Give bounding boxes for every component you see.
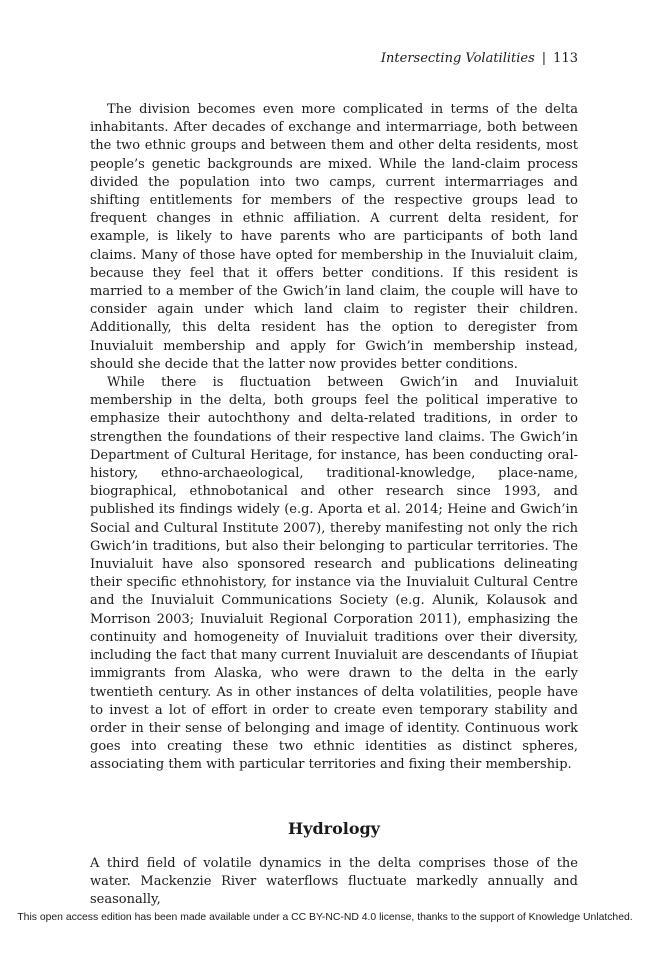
section-heading-hydrology: Hydrology (288, 819, 380, 838)
running-head (0, 50, 578, 68)
paragraph-ethnic-traditions: While there is fluctuation between Gwich’in and Inuvialuit membership in the delta, both groups feel the political imperative to emphasize their autochthony and delta-related traditions, in order to strengthen the foundations of their respective land claims. The Gwich’in Department of Cultural Heritage, for instance, has been conducting oral-history, ethno-archaeological, traditional-knowledge, place-name, biographical, ethnobotanical and other research since 1993, and published its findings widely (e.g. Aporta et al. 2014; Heine and Gwich’in Social and Cultural Institute 2007), thereby manifesting not only the rich Gwich’in traditions, but also their belonging to particular territories. The Inuvialuit have also sponsored research and publications delineating their specific ethnohistory, for instance via the Inuvialuit Cultural Centre and the Inuvialuit Communications Society (e.g. Alunik, Kolausok and Morrison 2003; Inuvialuit Regional Corporation 2011), emphasizing the continuity and homogeneity of Inuvialuit traditions over their diversity, including the fact that many current Inuvialuit are descendants of Iñupiat immigrants from Alaska, who were drawn to the delta in the early twentieth century. As in other instances of delta volatilities, people have to invest a lot of effort in order to create even temporary stability and order in their sense of belonging and image of identity. Continuous work goes into creating these two ethnic identities as distinct spheres, associating them with particular territories and fixing their membership. (90, 375, 578, 773)
page-number: 113 (553, 51, 578, 66)
hydrology-section (90, 855, 578, 910)
paragraph-hydrology-intro: A third field of volatile dynamics in the delta comprises those of the water. Mackenzie River waterflows fluctuate markedly annually and seasonally, (90, 856, 578, 908)
running-head-separator: | (541, 51, 547, 66)
body-text (90, 101, 578, 775)
running-head-title: Intersecting Volatilities (380, 51, 535, 66)
license-footer: This open access edition has been made available under a CC BY-NC-ND 4.0 license, thanks to the support of Knowledge Unlatched. (17, 912, 633, 923)
paragraph-land-claim-membership: The division becomes even more complicated in terms of the delta inhabitants. After decades of exchange and intermarriage, both between the two ethnic groups and between them and other delta residents, most people’s genetic backgrounds are mixed. While the land-claim process divided the population into two camps, current intermarriages and shifting entitlements for members of the respective groups lead to frequent changes in ethnic affiliation. A current delta resident, for example, is likely to have parents who are participants of both land claims. Many of those have opted for membership in the Inuvialuit claim, because they feel that it offers better conditions. If this resident is married to a member of the Gwich’in land claim, the couple will have to consider again under which land claim to register their children. Additionally, this delta resident has the option to deregister from Inuvialuit membership and apply for Gwich’in membership instead, should she decide that the latter now provides better conditions. (90, 102, 578, 372)
